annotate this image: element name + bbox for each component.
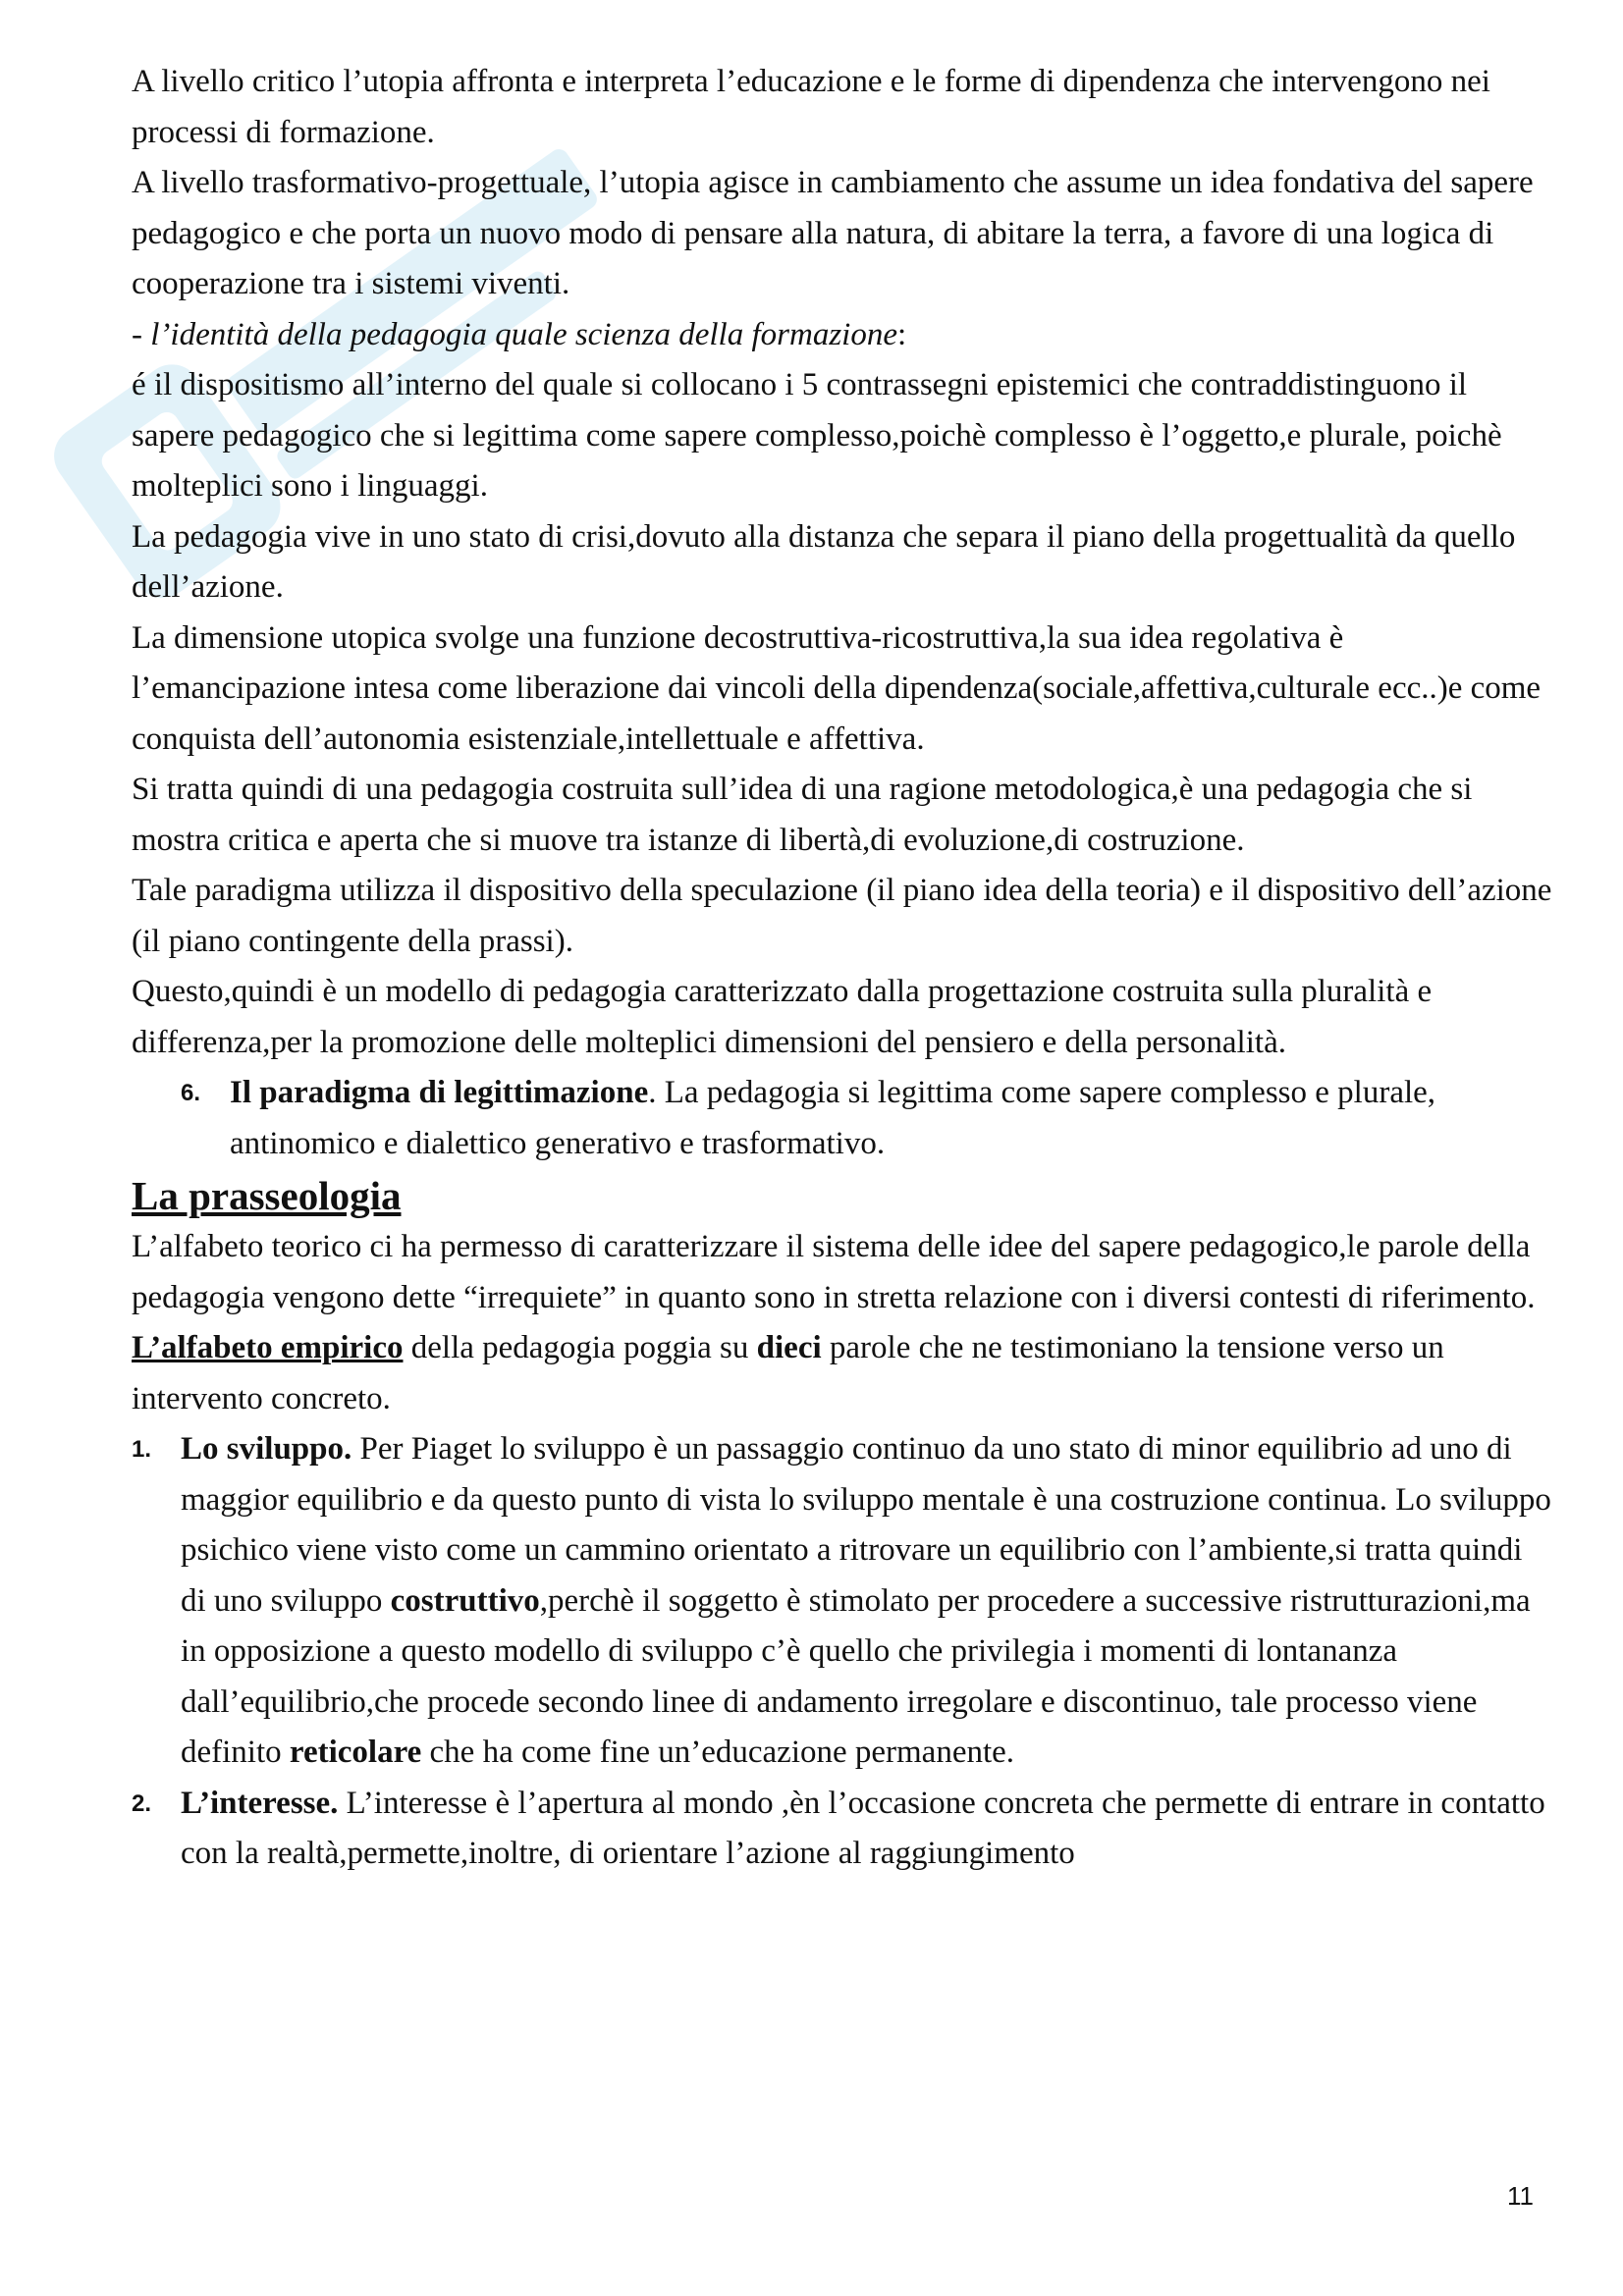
list-item-number: 6. (181, 1080, 201, 1106)
numbered-list (132, 1424, 1555, 1880)
list-item (181, 1068, 1555, 1169)
paradigm-list (132, 1068, 1555, 1169)
alfabeto-bold: dieci (756, 1330, 822, 1365)
paragraph: A livello trasformativo-progettuale, l’utopia agisce in cambiamento che assume un idea fondativa del sapere pedagogico e che porta un nuovo modo di pensare alla natura, di abitare la terra, a favore di una logica di cooperazione tra i sistemi viventi. (132, 165, 1534, 301)
paragraph: Tale paradigma utilizza il dispositivo della speculazione (il piano idea della teoria) e il dispositivo dell’azione (il piano contingente della prassi). (132, 873, 1552, 959)
list-item-text: . La pedagogia si legittima come sapere complesso e plurale, antinomico e dialettico generativo e trasformativo. (230, 1075, 1436, 1161)
list-item-text: Per Piaget lo sviluppo è un passaggio continuo da uno stato di minor equilibrio ad uno di maggior equilibrio e da questo punto di vista lo sviluppo mentale è una costruzione continua. Lo sviluppo psichico viene visto come un cammino orientato a ritrovare un equilibrio con l’ambiente,si tratta quindi di uno sviluppo (181, 1431, 1551, 1619)
list-item (132, 1424, 1555, 1779)
alfabeto-text: della pedagogia poggia su (403, 1330, 757, 1365)
list-item-text: ,perchè il soggetto è stimolato per procedere a successive ristrutturazioni,ma in opposizione a questo modello di sviluppo c’è quello che privilegia i momenti di lontananza dall’equilibrio,che procede secondo linee di andamento irregolare e discontinuo, tale processo viene definito (181, 1582, 1531, 1770)
list-item-title: Il paradigma di legittimazione (230, 1075, 649, 1110)
paragraph: Si tratta quindi di una pedagogia costruita sull’idea di una ragione metodologica,è una pedagogia che si mostra critica e aperta che si muove tra istanze di libertà,di evoluzione,di costruzione. (132, 772, 1473, 858)
paragraph: é il dispositismo all’interno del quale si collocano i 5 contrassegni epistemici che contraddistinguono il sapere pedagogico che si legittima come sapere complesso,poichè complesso è l’oggetto,e plurale, poichè molteplici sono i linguaggi. (132, 367, 1502, 504)
alfabeto-paragraph (132, 1323, 1555, 1424)
identity-line (132, 310, 1555, 361)
paragraph: Questo,quindi è un modello di pedagogia caratterizzato dalla progettazione costruita sulla pluralità e differenza,per la promozione delle molteplici dimensioni del pensiero e della personalità. (132, 974, 1433, 1060)
list-item-title: Lo sviluppo. (181, 1431, 352, 1467)
list-item-text: che ha come fine un’educazione permanente. (421, 1735, 1015, 1770)
paragraph: La dimensione utopica svolge una funzione decostruttiva-ricostruttiva,la sua idea regolativa è l’emancipazione intesa come liberazione dai vincoli della dipendenza(sociale,affettiva,culturale ecc..)e come conquista dell’autonomia esistenziale,intellettuale e affettiva. (132, 619, 1542, 757)
paragraph: A livello critico l’utopia affronta e interpreta l’educazione e le forme di dipendenza che intervengono nei processi di formazione. (132, 64, 1490, 150)
list-item-title: L’interesse. (181, 1785, 339, 1821)
identity-label: l’identità della pedagogia quale scienza della formazione (150, 316, 897, 352)
list-item (132, 1779, 1555, 1880)
list-item-number: 2. (132, 1789, 152, 1817)
alfabeto-text: parole che ne testimoniano la tensione verso un intervento concreto. (132, 1330, 1444, 1416)
paragraph: L’alfabeto teorico ci ha permesso di caratterizzare il sistema delle idee del sapere pedagogico,le parole della pedagogia vengono dette “irrequiete” in quanto sono in stretta relazione con i diversi contesti di riferimento. (132, 1229, 1536, 1315)
section-heading: La prasseologia (132, 1173, 402, 1218)
list-item-number: 1. (132, 1436, 152, 1463)
list-item-bold: costruttivo (390, 1582, 540, 1619)
page-content (132, 57, 1555, 1880)
alfabeto-label: L’alfabeto empirico (132, 1330, 404, 1365)
paragraph: La pedagogia vive in uno stato di crisi,dovuto alla distanza che separa il piano della progettualità da quello dell’azione. (132, 518, 1516, 605)
list-item-bold: reticolare (289, 1735, 422, 1770)
list-item-text: L’interesse è l’apertura al mondo ,èn l’occasione concreta che permette di entrare in contatto con la realtà,permette,inoltre, di orientare l’azione al raggiungimento (181, 1785, 1545, 1871)
identity-dash: - (132, 316, 151, 352)
identity-colon: : (896, 316, 907, 352)
page-number: 11 (1507, 2181, 1534, 2211)
